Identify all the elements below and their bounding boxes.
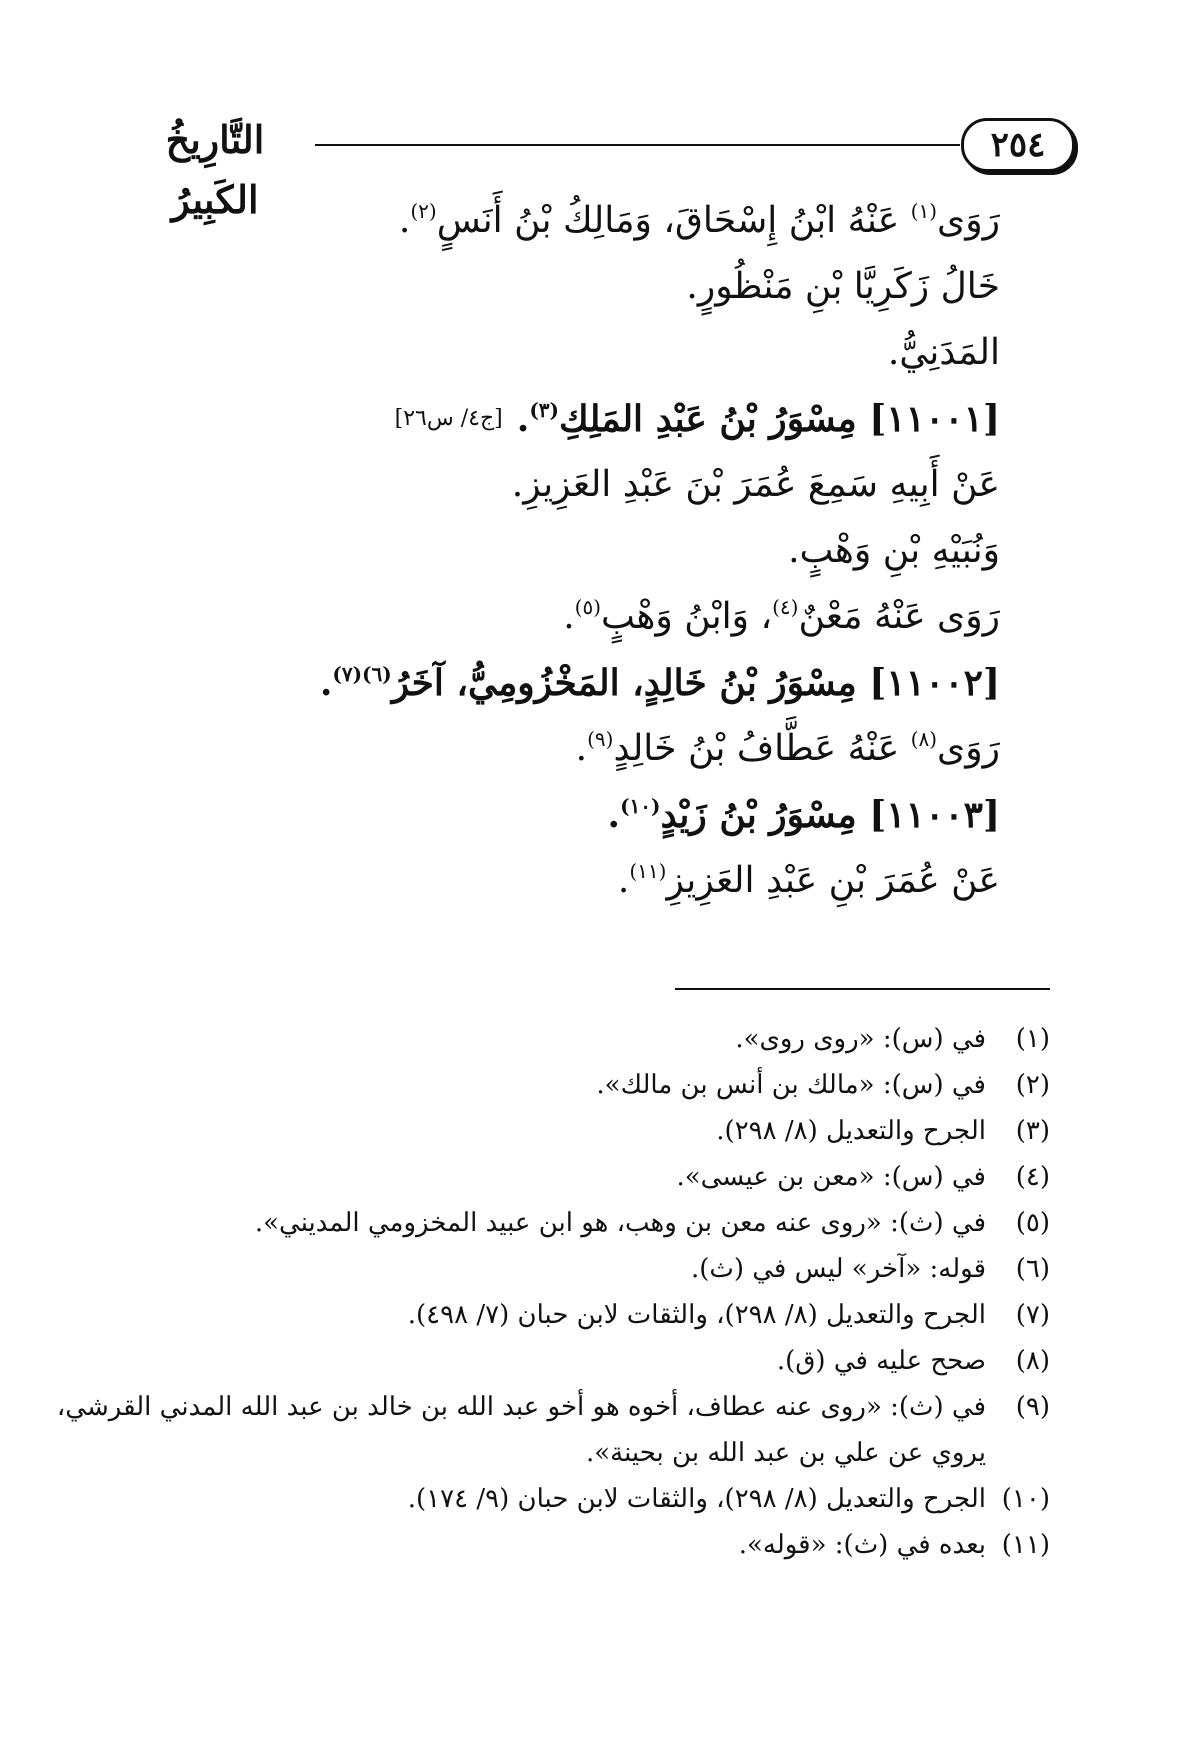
- text-line: [180, 584, 1000, 650]
- footnote-marker: (١١): [629, 859, 667, 883]
- footnote: [115, 1292, 1050, 1338]
- footnote: [115, 1476, 1050, 1522]
- text-line: [180, 518, 1000, 584]
- footnote: [115, 1246, 1050, 1292]
- footnote-number: (٢): [1015, 1070, 1050, 1100]
- footnote-number: (٨): [1015, 1346, 1050, 1376]
- footnote-number: (١٠): [1001, 1484, 1050, 1514]
- footnote-text: الجرح والتعديل (٨/ ٢٩٨)، والثقات لابن حبان (٧/ ٤٩٨).: [407, 1300, 986, 1330]
- footnote-text: قوله: «آخر» ليس في (ث).: [690, 1254, 986, 1284]
- manuscript-reference: [ج٤/ س٢٦]: [394, 406, 503, 431]
- line-text: وَنُبَيْهِ بْنِ وَهْبٍ.: [788, 530, 1000, 571]
- footnote-number: (٧): [1015, 1300, 1050, 1330]
- line-text: رَوَى: [937, 728, 1000, 769]
- main-text: [180, 188, 1000, 914]
- footnote-number: (٩): [1015, 1392, 1050, 1422]
- line-text: .: [563, 596, 575, 637]
- entry-heading: [180, 782, 1000, 848]
- text-line: [180, 716, 1000, 782]
- line-text: رَوَى عَنْهُ مَعْنٌ: [798, 596, 1000, 637]
- entry-number: [١١٠٠١]: [869, 398, 1000, 440]
- footnote-text: بعده في (ث): «قوله».: [738, 1530, 986, 1560]
- line-text: .: [398, 200, 411, 241]
- line-text: ، وَابْنُ وَهْبٍ: [601, 596, 773, 637]
- header-rule: [315, 144, 960, 146]
- footnote-text: في (س): «روى روى».: [735, 1024, 986, 1054]
- footnote-number: (٥): [1015, 1208, 1050, 1238]
- entry-name: مِسْوَرُ بْنُ خَالِدٍ، المَخْزُومِيُّ، آخَرُ: [391, 662, 870, 704]
- footnote-number: (٤): [1015, 1162, 1050, 1192]
- footnote-number: (١١): [1001, 1530, 1050, 1560]
- line-text: .: [575, 728, 588, 769]
- footnotes: [56, 1016, 1050, 1568]
- line-text: .: [617, 860, 630, 901]
- footnote-marker: (١٠): [620, 794, 661, 818]
- footnote-marker: (٥): [574, 595, 602, 619]
- footnote: [115, 1522, 1050, 1568]
- footnote-number: (٦): [1015, 1254, 1050, 1284]
- line-text: عَنْهُ عَطَّافُ بْنُ خَالِدٍ: [613, 728, 911, 769]
- footnote: [115, 1200, 1050, 1246]
- footnote-text: في (س): «مالك بن أنس بن مالك».: [596, 1070, 986, 1100]
- footnote-marker: (٦)(٧): [332, 662, 392, 686]
- footnote-number: (١): [1015, 1024, 1050, 1054]
- line-text: عَنْهُ ابْنُ إِسْحَاقَ، وَمَالِكُ بْنُ أَنَسٍ: [436, 200, 911, 241]
- footnote-marker: (٢): [410, 199, 437, 223]
- line-text: .: [607, 794, 621, 836]
- entry-heading: [180, 386, 1000, 452]
- page-number-badge: ٢٥٤: [961, 118, 1075, 172]
- footnote-marker: (٣): [529, 398, 559, 422]
- footnote-marker: (٨): [910, 727, 938, 751]
- line-text: .: [516, 398, 530, 440]
- entry-heading: [180, 650, 1000, 716]
- footnote-text: يروي عن علي بن عبد الله بن بحينة».: [585, 1438, 986, 1468]
- text-line: [180, 254, 1000, 320]
- footnote-marker: (٩): [587, 727, 614, 751]
- footnote-number: (٣): [1015, 1116, 1050, 1146]
- footnote-text: في (ث): «روى عنه عطاف، أخوه هو أخو عبد الله بن خالد بن عبد الله المدني القرشي،: [56, 1392, 986, 1422]
- text-line: [180, 320, 1000, 386]
- footnote-separator: [675, 988, 1050, 990]
- footnote-text: الجرح والتعديل (٨/ ٢٩٨).: [716, 1116, 986, 1146]
- footnote-text: في (ث): «روى عنه معن بن وهب، هو ابن عبيد المخزومي المديني».: [254, 1208, 986, 1238]
- footnote-text: صحح عليه في (ق).: [776, 1346, 986, 1376]
- footnote: [115, 1062, 1050, 1108]
- footnote-marker: (١): [910, 199, 938, 223]
- text-line: [180, 188, 1000, 254]
- line-text: خَالُ زَكَرِيَّا بْنِ مَنْظُورٍ.: [686, 266, 1000, 307]
- entry-name: مِسْوَرُ بْنُ عَبْدِ المَلِكِ: [559, 398, 870, 440]
- footnote: [115, 1108, 1050, 1154]
- text-line: [180, 848, 1000, 914]
- line-text: عَنْ أَبِيهِ سَمِعَ عُمَرَ بْنَ عَبْدِ العَزِيزِ.: [511, 464, 1000, 505]
- entry-number: [١١٠٠٣]: [869, 794, 1000, 836]
- text-line: [180, 452, 1000, 518]
- footnote-continuation: [115, 1430, 1050, 1476]
- line-text: .: [319, 662, 333, 704]
- entry-number: [١١٠٠٢]: [869, 662, 1000, 704]
- footnote: [115, 1154, 1050, 1200]
- footnote-text: الجرح والتعديل (٨/ ٢٩٨)، والثقات لابن حبان (٩/ ١٧٤).: [407, 1484, 986, 1514]
- line-text: عَنْ عُمَرَ بْنِ عَبْدِ العَزِيزِ: [666, 860, 1000, 901]
- footnote: [115, 1016, 1050, 1062]
- footnote: [115, 1338, 1050, 1384]
- footnote: [56, 1384, 1050, 1430]
- running-title: التَّارِيخُ الكَبِيرُ: [165, 117, 265, 222]
- line-text: رَوَى: [937, 200, 1000, 241]
- line-text: المَدَنِيُّ.: [887, 332, 1000, 373]
- footnote-text: في (س): «معن بن عيسى».: [676, 1162, 986, 1192]
- footnote-marker: (٤): [772, 595, 799, 619]
- entry-name: مِسْوَرُ بْنُ زَيْدٍ: [660, 794, 870, 836]
